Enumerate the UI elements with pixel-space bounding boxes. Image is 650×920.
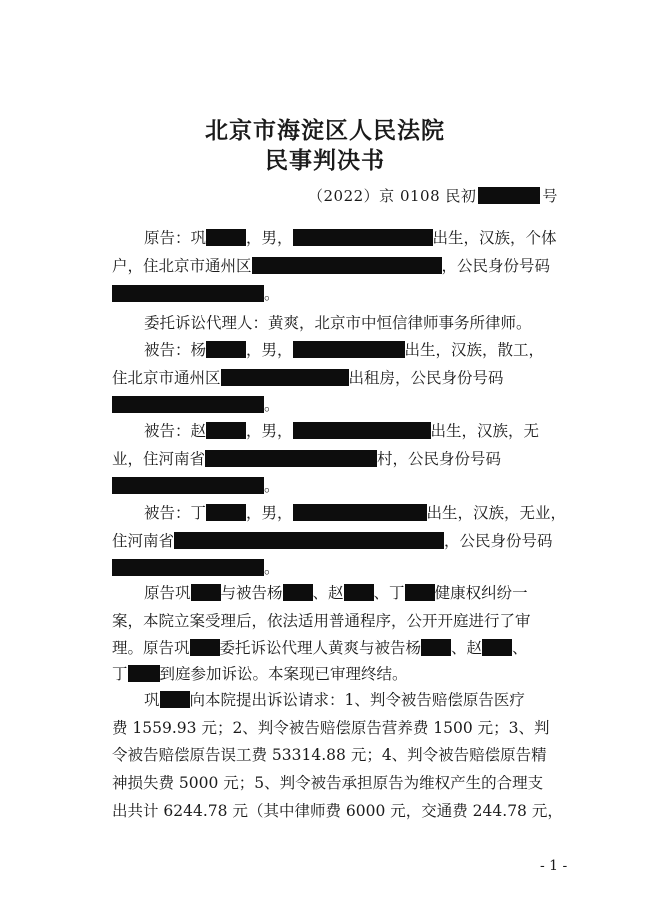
redaction-box xyxy=(112,396,264,413)
redaction-box xyxy=(206,229,246,246)
redaction-box xyxy=(205,450,377,467)
redaction-box xyxy=(293,341,405,358)
redaction-box xyxy=(293,504,427,521)
intro-line-2: 案，本院立案受理后，依法适用普通程序，公开开庭进行了审 xyxy=(112,612,531,630)
claims-line-4: 神损失费 5000 元；5、判令被告承担原告为维权产生的合理支 xyxy=(112,774,544,792)
defendant3-line-3: 。 xyxy=(112,558,280,578)
claims-line-2: 费 1559.93 元；2、判令被告赔偿原告营养费 1500 元；3、判 xyxy=(112,719,550,737)
redaction-box xyxy=(405,584,435,601)
redaction-box xyxy=(112,285,264,302)
defendant1-line-2: 住北京市通州区 出租房，公民身份号码 xyxy=(112,369,504,387)
redaction-box xyxy=(191,584,221,601)
defendant2-line-2: 业，住河南省 村，公民身份号码 xyxy=(112,450,502,468)
redaction-box xyxy=(344,584,374,601)
redaction-box xyxy=(160,691,190,708)
claims-line-1: 巩 向本院提出诉讼请求：1、判令被告赔偿原告医疗 xyxy=(144,691,525,709)
redaction-box xyxy=(206,341,246,358)
redaction-box xyxy=(293,422,431,439)
redaction-box xyxy=(112,559,264,576)
redaction-box xyxy=(206,422,246,439)
redaction-box xyxy=(283,584,313,601)
redaction-box xyxy=(221,369,349,386)
plaintiff-line-3: 。 xyxy=(112,284,280,304)
plaintiff-line-2: 户，住北京市通州区 ，公民身份号码 xyxy=(112,257,551,275)
redaction-box xyxy=(482,639,512,656)
redaction-box xyxy=(478,187,540,204)
defendant1-line-3: 。 xyxy=(112,395,280,415)
defendant2-line-1: 被告：赵 ，男， 出生，汉族，无 xyxy=(144,422,540,440)
court-name: 北京市海淀区人民法院 xyxy=(205,117,445,144)
defendant2-line-3: 。 xyxy=(112,476,280,496)
document-type: 民事判决书 xyxy=(265,147,385,174)
agent-line: 委托诉讼代理人：黄爽，北京市中恒信律师事务所律师。 xyxy=(144,314,532,332)
redaction-box xyxy=(293,229,433,246)
claims-line-3: 令被告赔偿原告误工费 53314.88 元；4、判令被告赔偿原告精 xyxy=(112,746,547,764)
redaction-box xyxy=(206,504,246,521)
intro-line-3: 理。原告巩 委托诉讼代理人黄爽与被告杨 、赵 、 xyxy=(112,639,528,657)
redaction-box xyxy=(128,665,160,682)
redaction-box xyxy=(421,639,451,656)
intro-line-4: 丁 到庭参加诉讼。本案现已审理终结。 xyxy=(112,665,408,683)
defendant1-line-1: 被告：杨 ，男， 出生，汉族，散工， xyxy=(144,341,545,359)
plaintiff-line-1: 原告：巩 ，男， 出生，汉族，个体 xyxy=(144,229,557,247)
claims-line-5: 出共计 6244.78 元（其中律师费 6000 元，交通费 244.78 元， xyxy=(112,802,563,820)
page-number: - 1 - xyxy=(540,858,568,874)
defendant3-line-1: 被告：丁 ，男， 出生，汉族，无业， xyxy=(144,504,567,522)
redaction-box xyxy=(112,477,264,494)
redaction-box xyxy=(252,257,442,274)
intro-line-1: 原告巩 与被告杨 、赵 、丁 健康权纠纷一 xyxy=(144,584,528,602)
defendant3-line-2: 住河南省 ，公民身份号码 xyxy=(112,532,553,550)
redaction-box xyxy=(174,532,444,549)
redaction-box xyxy=(190,639,220,656)
case-number: （2022）京 0108 民初 号 xyxy=(308,187,558,205)
